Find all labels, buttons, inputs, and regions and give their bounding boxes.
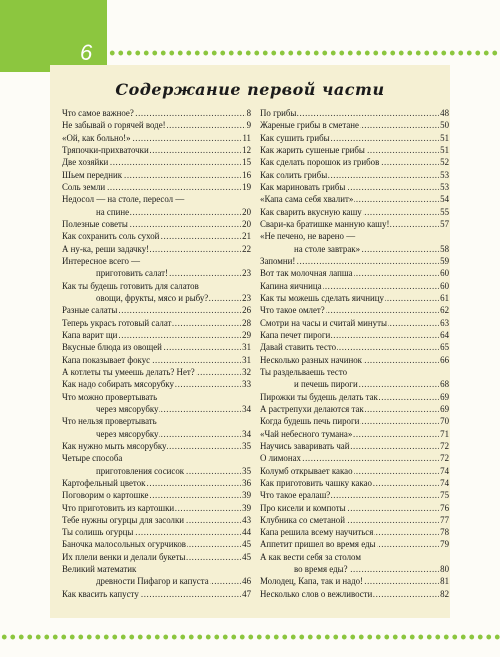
toc-entry-title: Смотри на часы и считай минуты bbox=[260, 317, 387, 328]
toc-entry-title: Как сохранить соль сухой bbox=[62, 231, 160, 242]
toc-entry-title: Капа варит щи bbox=[62, 329, 118, 340]
toc-entry bbox=[260, 281, 449, 291]
toc-entry-page: 60 bbox=[440, 268, 449, 279]
toc-entry bbox=[62, 552, 251, 562]
toc-entry-title: «Не печено, не варено — bbox=[260, 231, 356, 242]
toc-entry-page: 72 bbox=[440, 440, 449, 451]
toc-entry bbox=[62, 133, 251, 143]
toc-entry bbox=[260, 305, 449, 315]
toc-entry-title: Капа решила всему научиться bbox=[260, 527, 374, 538]
toc-entry-page: 22 bbox=[242, 243, 251, 254]
toc-entry-page: 64 bbox=[440, 329, 449, 340]
toc-entry bbox=[260, 194, 449, 204]
toc-entry bbox=[62, 342, 251, 352]
toc-entry-title: и печешь пироги bbox=[260, 379, 359, 389]
toc-entry-title: Что можно провертывать bbox=[62, 391, 158, 402]
toc-entry-title: Шьем передник bbox=[62, 169, 123, 180]
toc-entry bbox=[260, 207, 449, 217]
toc-entry-page: 16 bbox=[242, 169, 251, 180]
toc-entry-page: 31 bbox=[242, 342, 251, 353]
toc-entry-title: Две хозяйки bbox=[62, 157, 109, 168]
toc-entry bbox=[62, 441, 251, 451]
toc-entry bbox=[260, 355, 449, 365]
toc-entry bbox=[260, 182, 449, 192]
toc-entry-title: Несколько разных начинок bbox=[260, 354, 362, 365]
toc-entry-page: 65 bbox=[440, 342, 449, 353]
toc-entry-title: Недосол — на столе, пересол — bbox=[62, 194, 185, 205]
toc-entry-page: 51 bbox=[440, 144, 449, 155]
toc-entry bbox=[62, 194, 251, 204]
toc-entry-title: А растрепухи делаются так bbox=[260, 403, 364, 414]
toc-entry bbox=[260, 219, 449, 229]
toc-entry-page: 34 bbox=[242, 428, 251, 439]
toc-entry bbox=[62, 256, 251, 266]
toc-entry-page: 59 bbox=[440, 255, 449, 266]
toc-entry-title: А котлеты ты умеешь делать? Нет? bbox=[62, 366, 195, 377]
toc-entry bbox=[62, 145, 251, 155]
toc-entry-title: Как квасить капусту bbox=[62, 588, 139, 599]
toc-entry-title: через мясорубку bbox=[62, 429, 159, 439]
toc-entry-title: Что приготовить из картошки bbox=[62, 502, 175, 513]
toc-entry bbox=[260, 256, 449, 266]
toc-entry bbox=[62, 576, 251, 586]
toc-entry-title: Как жарить сушеные грибы bbox=[260, 144, 365, 155]
toc-entry-title: Полезные советы bbox=[62, 218, 128, 229]
bottom-dotted-border bbox=[0, 634, 500, 640]
toc-entry bbox=[260, 564, 449, 574]
toc-entry-title: на спине bbox=[62, 207, 130, 217]
toc-entry-title: Колумб открывает какао bbox=[260, 465, 353, 476]
toc-entry-title: Как солить грибы bbox=[260, 169, 328, 180]
toc-entry-title: древности Пифагор и капуста bbox=[62, 576, 210, 586]
toc-entry-title: Поговорим о картошке bbox=[62, 490, 149, 501]
toc-entry-page: 44 bbox=[242, 527, 251, 538]
toc-entry bbox=[62, 515, 251, 525]
toc-entry bbox=[260, 157, 449, 167]
toc-entry-page: 28 bbox=[242, 317, 251, 328]
toc-entry bbox=[260, 145, 449, 155]
toc-entry-title: Как приготовить чашку какао bbox=[260, 477, 372, 488]
toc-entry-title: Картофельный цветок bbox=[62, 477, 146, 488]
toc-entry-title: Что такое ералаш? bbox=[260, 490, 331, 501]
toc-entry-page: 54 bbox=[440, 194, 449, 205]
top-dotted-border bbox=[108, 50, 500, 56]
toc-entry bbox=[62, 429, 251, 439]
toc-entry-title: «Ой, как больно!» bbox=[62, 132, 131, 143]
toc-entry bbox=[62, 244, 251, 254]
toc-entry-title: Как ты можешь сделать яичницу bbox=[260, 292, 384, 303]
toc-entry-title: Пирожки ты будешь делать так bbox=[260, 391, 378, 402]
toc-entry-page: 19 bbox=[242, 181, 251, 192]
toc-entry bbox=[260, 429, 449, 439]
toc-entry-page: 20 bbox=[242, 218, 251, 229]
toc-entry bbox=[62, 219, 251, 229]
toc-entry-title: Теперь украсъ готовый салат bbox=[62, 317, 172, 328]
toc-entry-title: Как ты будешь готовить для салатов bbox=[62, 280, 199, 291]
toc-entry bbox=[62, 392, 251, 402]
toc-entry bbox=[260, 441, 449, 451]
toc-entry-title: Научись заваривать чай bbox=[260, 440, 350, 451]
toc-entry bbox=[260, 589, 449, 599]
toc-entry bbox=[260, 576, 449, 586]
toc-entry-title: Как сделать порошок из грибов bbox=[260, 157, 380, 168]
toc-entry-title: Четыре способа bbox=[62, 453, 123, 464]
toc-entry-title: Аппетит пришел во время еды bbox=[260, 539, 376, 550]
toc-entry-title: Их плели венки и делали букеты bbox=[62, 551, 186, 562]
toc-entry bbox=[62, 207, 251, 217]
toc-entry-page: 9 bbox=[246, 120, 251, 131]
toc-entry-page: 63 bbox=[440, 317, 449, 328]
toc-entry-page: 80 bbox=[440, 564, 449, 575]
toc-entry-page: 68 bbox=[440, 379, 449, 390]
toc-entry-title: «Чай небесного тумана» bbox=[260, 428, 353, 439]
toc-entry bbox=[62, 108, 251, 118]
toc-entry bbox=[62, 268, 251, 278]
toc-entry-page: 8 bbox=[246, 108, 251, 118]
toc-entry bbox=[260, 342, 449, 352]
toc-entry bbox=[260, 404, 449, 414]
toc-entry-title: А как вести себя за столом bbox=[260, 551, 361, 562]
toc-entry bbox=[260, 416, 449, 426]
toc-entry bbox=[62, 527, 251, 537]
toc-entry bbox=[62, 281, 251, 291]
toc-entry-page: 26 bbox=[242, 305, 251, 316]
toc-entry-page: 43 bbox=[242, 514, 251, 525]
toc-entry-page: 52 bbox=[440, 157, 449, 168]
toc-entry bbox=[260, 268, 449, 278]
toc-entry-title: Ты раздельваешь тесто bbox=[260, 366, 348, 377]
toc-entry-page: 51 bbox=[440, 132, 449, 143]
toc-entry bbox=[260, 466, 449, 476]
toc-entry-page: 57 bbox=[440, 218, 449, 229]
toc-entry-title: Как сварить вкусную кашу bbox=[260, 206, 362, 217]
toc-entry bbox=[260, 133, 449, 143]
toc-entry-title: во время еды? bbox=[260, 564, 349, 574]
toc-entry bbox=[62, 182, 251, 192]
toc-entry-page: 50 bbox=[440, 120, 449, 131]
toc-entry bbox=[260, 231, 449, 241]
toc-entry-title: приготовления сосисок bbox=[62, 466, 185, 476]
toc-entry-page: 39 bbox=[242, 490, 251, 501]
toc-entry bbox=[260, 503, 449, 513]
toc-entry-title: О лимонах bbox=[260, 453, 301, 464]
toc-entry bbox=[260, 293, 449, 303]
toc-entry-title: Как сушить грибы bbox=[260, 132, 330, 143]
toc-entry-title: Вкусные блюда из овощей bbox=[62, 342, 162, 353]
toc-entry bbox=[62, 231, 251, 241]
toc-entry bbox=[260, 392, 449, 402]
toc-entry-page: 48 bbox=[440, 108, 449, 118]
toc-entry-page: 66 bbox=[440, 354, 449, 365]
toc-entry-title: на столе завтрак» bbox=[260, 244, 361, 254]
toc-entry-title: Баночка малосольных огурчиков bbox=[62, 539, 186, 550]
toc-entry-title: Ты солишь огурцы bbox=[62, 527, 134, 538]
toc-entry bbox=[62, 120, 251, 130]
toc-entry-title: Капина яичница bbox=[260, 280, 322, 291]
toc-entry-page: 29 bbox=[242, 329, 251, 340]
toc-entry-page: 53 bbox=[440, 169, 449, 180]
toc-entry-page: 74 bbox=[440, 465, 449, 476]
toc-entry bbox=[260, 170, 449, 180]
toc-entry-page: 70 bbox=[440, 416, 449, 427]
toc-entry-page: 82 bbox=[440, 588, 449, 599]
toc-entry-title: Что нельзя провертывать bbox=[62, 416, 157, 427]
toc-entry-title: Соль земли bbox=[62, 181, 106, 192]
toc-entry-page: 23 bbox=[242, 268, 251, 279]
toc-entry-page: 32 bbox=[242, 366, 251, 377]
toc-entry-page: 76 bbox=[440, 502, 449, 513]
toc-entry-title: Не забывай о горячей воде! bbox=[62, 120, 166, 131]
toc-entry-title: Тряпочки-прихваточки bbox=[62, 144, 149, 155]
toc-entry-title: овощи, фрукты, мясо и рыбу? bbox=[62, 293, 209, 303]
toc-entry-title: А ну-ка, реши задачку! bbox=[62, 243, 150, 254]
toc-entry bbox=[260, 379, 449, 389]
toc-column-right bbox=[260, 108, 449, 601]
toc-entry-page: 36 bbox=[242, 477, 251, 488]
toc-entry bbox=[62, 170, 251, 180]
toc-entry-title: Разные салаты bbox=[62, 305, 118, 316]
toc-entry-title: Тебе нужны огурцы для засолки bbox=[62, 514, 185, 525]
toc-entry-title: Что такое омлет? bbox=[260, 305, 325, 316]
toc-entry bbox=[62, 490, 251, 500]
toc-entry-page: 39 bbox=[242, 502, 251, 513]
toc-entry bbox=[62, 318, 251, 328]
toc-entry-title: Что самое важное? bbox=[62, 108, 134, 118]
toc-entry-title: Как мариновать грибы bbox=[260, 181, 346, 192]
toc-entry bbox=[62, 330, 251, 340]
toc-entry-title: Запомни! bbox=[260, 255, 296, 266]
toc-entry-page: 79 bbox=[440, 539, 449, 550]
toc-entry bbox=[62, 564, 251, 574]
toc-entry-title: Когда будешь печь пироги bbox=[260, 416, 360, 427]
toc-entry bbox=[260, 552, 449, 562]
toc-entry bbox=[62, 503, 251, 513]
toc-entry bbox=[62, 157, 251, 167]
toc-entry bbox=[260, 539, 449, 549]
toc-entry bbox=[260, 515, 449, 525]
toc-entry bbox=[260, 527, 449, 537]
toc-entry bbox=[260, 120, 449, 130]
toc-entry-title: Клубника со сметаной bbox=[260, 514, 345, 525]
toc-entry-title: Как нужно мыть мясорубку bbox=[62, 440, 167, 451]
toc-entry-title: По грибы bbox=[260, 108, 297, 118]
toc-entry bbox=[260, 244, 449, 254]
contents-title: Содержание первой части bbox=[115, 80, 385, 99]
toc-entry-page: 62 bbox=[440, 305, 449, 316]
toc-entry bbox=[260, 453, 449, 463]
toc-entry-title: Несколько слов о вежливости bbox=[260, 588, 373, 599]
toc-entry bbox=[260, 490, 449, 500]
toc-entry-title: приготовить салат! bbox=[62, 268, 169, 278]
toc-entry-page: 78 bbox=[440, 527, 449, 538]
toc-entry-title: Интересное всего — bbox=[62, 255, 141, 266]
toc-entry-page: 81 bbox=[440, 576, 449, 587]
toc-entry-page: 11 bbox=[242, 132, 251, 143]
toc-entry bbox=[62, 379, 251, 389]
toc-entry-title: Капа печет пироги bbox=[260, 329, 331, 340]
toc-entry-page: 34 bbox=[242, 403, 251, 414]
toc-entry bbox=[62, 539, 251, 549]
page-number: 6 bbox=[80, 40, 93, 65]
toc-entry-title: Свари-ка братишке манную кашу! bbox=[260, 218, 390, 229]
toc-entry-page: 72 bbox=[440, 453, 449, 464]
toc-entry-title: Про кисели и компоты bbox=[260, 502, 346, 513]
toc-entry-page: 77 bbox=[440, 514, 449, 525]
toc-entry bbox=[62, 355, 251, 365]
toc-entry-page: 53 bbox=[440, 181, 449, 192]
toc-entry-page: 47 bbox=[242, 588, 251, 599]
toc-entry bbox=[62, 478, 251, 488]
toc-entry-title: Капа показывает фокус bbox=[62, 354, 151, 365]
toc-entry-page: 61 bbox=[440, 292, 449, 303]
toc-entry-title: через мясорубку bbox=[62, 404, 159, 414]
toc-entry-page: 23 bbox=[242, 292, 251, 303]
toc-entry bbox=[62, 466, 251, 476]
toc-entry-page: 35 bbox=[242, 440, 251, 451]
toc-entry-page: 58 bbox=[440, 243, 449, 254]
toc-entry-page: 20 bbox=[242, 206, 251, 217]
toc-entry-page: 75 bbox=[440, 490, 449, 501]
toc-entry-page: 45 bbox=[242, 539, 251, 550]
toc-entry-page: 33 bbox=[242, 379, 251, 390]
toc-entry bbox=[260, 367, 449, 377]
toc-entry-page: 74 bbox=[440, 477, 449, 488]
toc-entry-page: 35 bbox=[242, 465, 251, 476]
toc-entry bbox=[260, 108, 449, 118]
toc-column-left bbox=[62, 108, 251, 601]
toc-entry-title: «Капа сама себя хвалит» bbox=[260, 194, 354, 205]
toc-entry-title: Великий математик bbox=[62, 564, 137, 575]
toc-entry bbox=[260, 318, 449, 328]
toc-entry bbox=[62, 589, 251, 599]
toc-entry-page: 15 bbox=[242, 157, 251, 168]
toc-entry-title: Молодец, Капа, так и надо! bbox=[260, 576, 364, 587]
toc-entry-title: Вот так молочная лапша bbox=[260, 268, 353, 279]
toc-entry bbox=[260, 330, 449, 340]
toc-entry-page: 60 bbox=[440, 280, 449, 291]
toc-entry-page: 12 bbox=[242, 144, 251, 155]
toc-entry-page: 31 bbox=[242, 354, 251, 365]
toc-entry-page: 55 bbox=[440, 206, 449, 217]
toc-entry bbox=[62, 416, 251, 426]
toc-entry-page: 69 bbox=[440, 391, 449, 402]
toc-entry bbox=[62, 305, 251, 315]
toc-entry-title: Как надо собирать мясорубку bbox=[62, 379, 174, 390]
toc-entry bbox=[62, 404, 251, 414]
toc-entry-page: 46 bbox=[242, 576, 251, 587]
toc-entry-title: Давай ставить тесто bbox=[260, 342, 337, 353]
toc-entry-page: 21 bbox=[242, 231, 251, 242]
toc-entry bbox=[62, 293, 251, 303]
toc-entry bbox=[62, 453, 251, 463]
toc-entry-page: 69 bbox=[440, 403, 449, 414]
toc-entry bbox=[62, 367, 251, 377]
toc-entry-page: 71 bbox=[440, 428, 449, 439]
toc-entry-page: 45 bbox=[242, 551, 251, 562]
toc-entry bbox=[260, 478, 449, 488]
toc-entry-title: Жареные грибы в сметане bbox=[260, 120, 359, 131]
